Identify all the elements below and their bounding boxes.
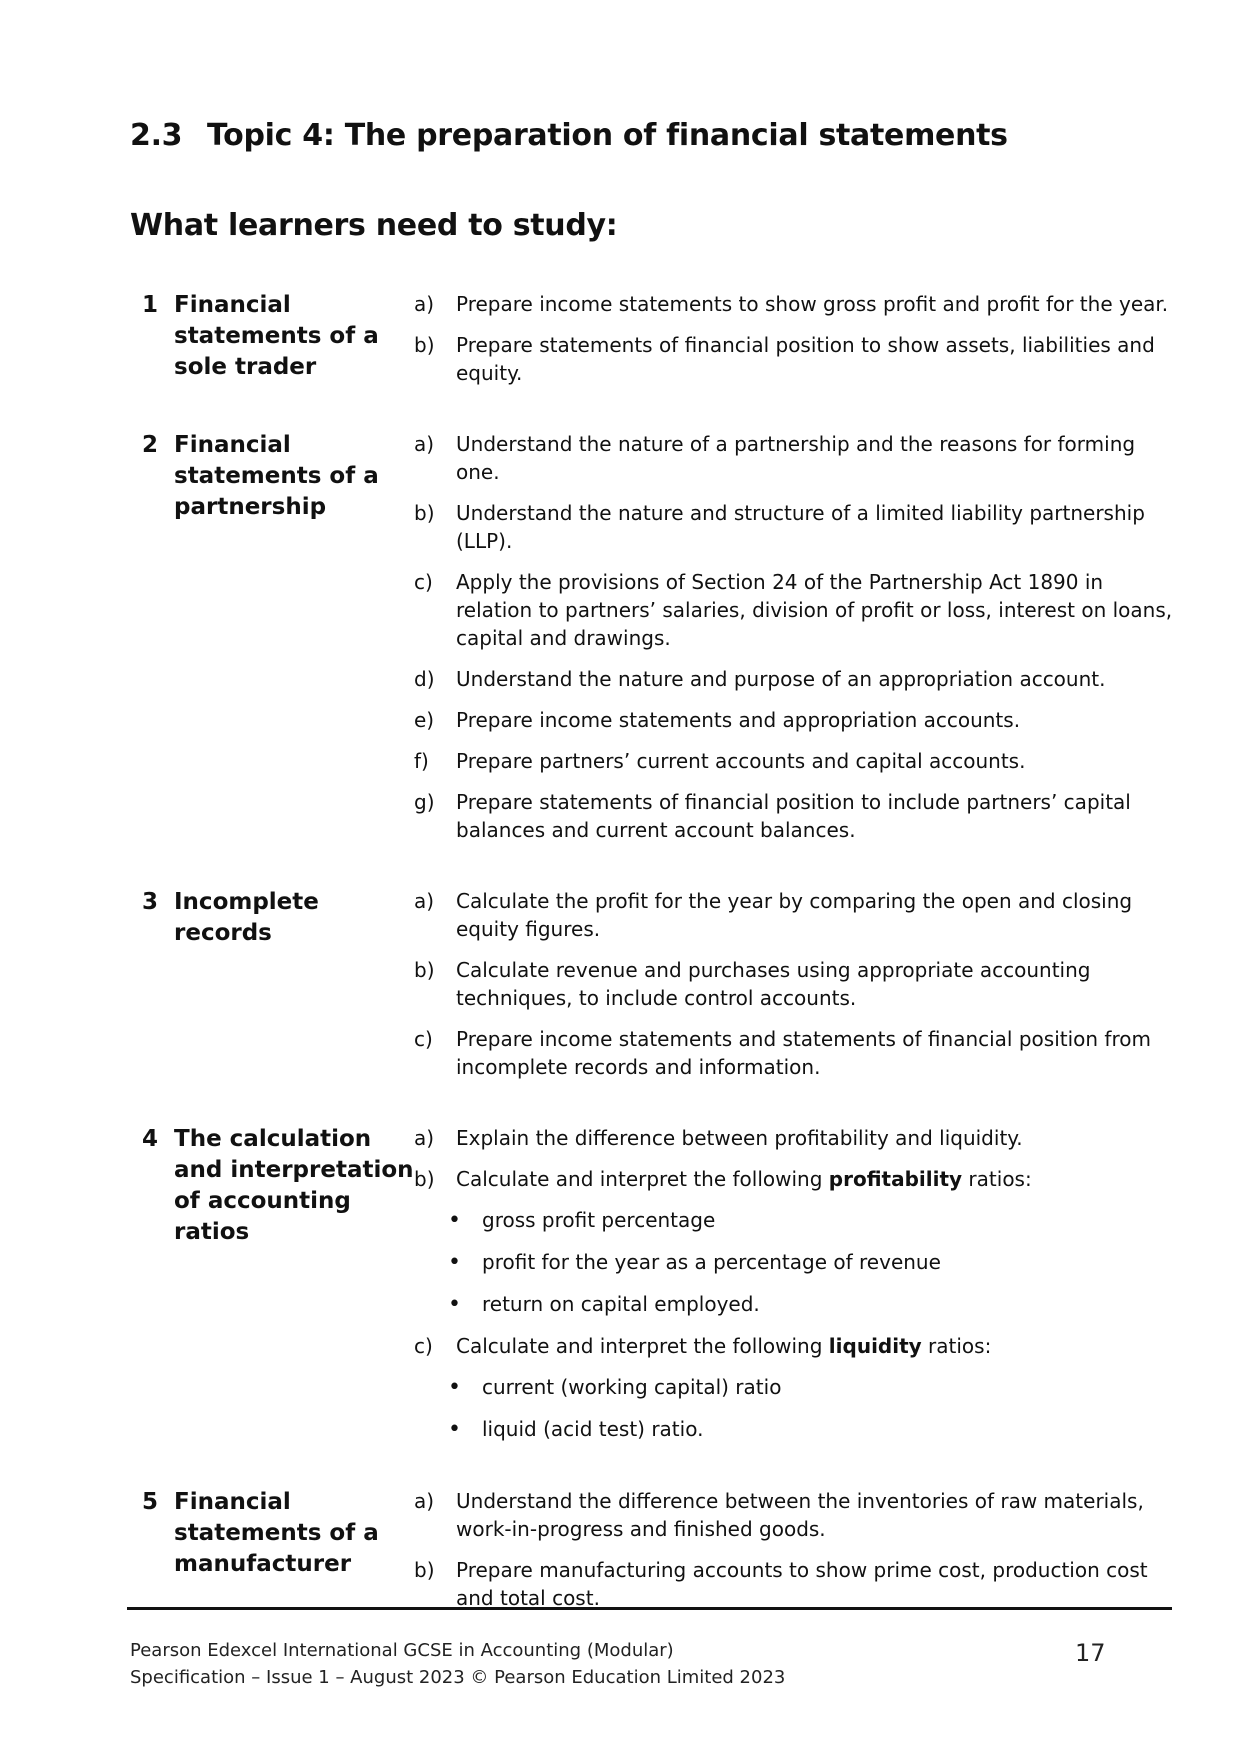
ratio-bullet-list: [448, 1373, 1180, 1444]
topic-title-line: statements of a: [174, 463, 379, 489]
objective-text: [456, 290, 1180, 318]
objective-letter: c): [414, 1027, 433, 1051]
objective-letter: b): [414, 333, 435, 357]
topic-row: [130, 887, 1180, 1081]
objective-text: [456, 1556, 1180, 1612]
topic-row: [130, 290, 1180, 387]
objective-list: [414, 430, 1180, 844]
objective-text: [456, 430, 1180, 486]
objective-item: [414, 331, 1180, 387]
objective-text-post: ratios:: [921, 1334, 992, 1358]
objective-text-content: Understand the nature and purpose of an appropriation account.: [456, 667, 1106, 691]
objective-text: [456, 1487, 1180, 1543]
topic-title-line: partnership: [174, 494, 327, 520]
objective-text-content: Calculate the profit for the year by comparing the open and closing equity figures.: [456, 889, 1133, 941]
objective-item: [414, 568, 1180, 652]
objective-letter: b): [414, 1167, 435, 1191]
objective-letter: a): [414, 1489, 435, 1513]
objective-text: [456, 1124, 1180, 1152]
objective-letter: a): [414, 432, 435, 456]
objective-text-emphasis: liquidity: [828, 1334, 922, 1358]
topic-title-line: Financial: [174, 1489, 291, 1515]
objective-list: [414, 1124, 1180, 1444]
objective-list: [414, 290, 1180, 387]
section-title: Topic 4: The preparation of financial statements: [207, 118, 1008, 153]
objective-item: [414, 887, 1180, 943]
footer-line-2: Specification – Issue 1 – August 2023 © Pearson Education Limited 2023: [130, 1667, 786, 1688]
objective-text-post: ratios:: [962, 1167, 1032, 1191]
objective-item: [414, 1124, 1180, 1152]
bullet-icon: [448, 1290, 482, 1319]
objective-item: [414, 956, 1180, 1012]
objective-letter: d): [414, 667, 435, 691]
objective-text-emphasis: profitability: [828, 1167, 963, 1191]
objective-letter: b): [414, 1558, 435, 1582]
objective-list: [414, 1487, 1180, 1612]
objective-item: [414, 747, 1180, 775]
ratio-bullet-item: [448, 1206, 1180, 1235]
topic-list: [130, 290, 1180, 1655]
topic-number: 5: [142, 1489, 159, 1515]
objective-letter: b): [414, 958, 435, 982]
objective-text: [456, 747, 1180, 775]
bullet-icon: [448, 1415, 482, 1444]
footer-line-1: Pearson Edexcel International GCSE in Accounting (Modular): [130, 1640, 674, 1661]
bullet-icon: [448, 1206, 482, 1235]
objective-text-content: Understand the nature of a partnership and the reasons for forming one.: [456, 432, 1136, 484]
page-number: 17: [1075, 1639, 1106, 1667]
bullet-text: current (working capital) ratio: [482, 1375, 782, 1399]
objective-text-content: Prepare statements of financial position to show assets, liabilities and equity.: [456, 333, 1155, 385]
topic-number: 3: [142, 889, 159, 915]
bullet-text: liquid (acid test) ratio.: [482, 1417, 704, 1441]
topic-title: [174, 1124, 414, 1444]
topic-number: 1: [142, 292, 159, 318]
topic-title-line: and interpretation: [174, 1157, 414, 1183]
objective-letter: g): [414, 790, 435, 814]
objective-text: [456, 568, 1180, 652]
objective-text-content: Calculate revenue and purchases using appropriate accounting techniques, to include control accounts.: [456, 958, 1091, 1010]
objective-text: [456, 499, 1180, 555]
topic-title-line: sole trader: [174, 354, 317, 380]
topic-number: 4: [142, 1126, 159, 1152]
bullet-icon: [448, 1373, 482, 1402]
topic-title: [174, 430, 414, 844]
footer-text: [130, 1637, 785, 1691]
topic-title-line: Incomplete: [174, 889, 319, 915]
ratio-bullet-item: [448, 1415, 1180, 1444]
footer-divider: [127, 1607, 1172, 1610]
objective-letter: e): [414, 708, 435, 732]
study-subheading: What learners need to study:: [130, 208, 618, 243]
objective-item: [414, 706, 1180, 734]
section-heading: [130, 118, 1008, 153]
bullet-text: return on capital employed.: [482, 1292, 760, 1316]
topic-title-line: ratios: [174, 1219, 250, 1245]
objective-item: [414, 430, 1180, 486]
objective-text: [456, 1332, 1180, 1444]
bullet-icon: [448, 1248, 482, 1277]
topic-row: [130, 430, 1180, 844]
objective-text: [456, 1165, 1180, 1319]
objective-item: [414, 1487, 1180, 1543]
topic-number: 2: [142, 432, 159, 458]
topic-title: [174, 290, 414, 387]
objective-text-content: Prepare income statements and appropriation accounts.: [456, 708, 1021, 732]
objective-item: [414, 1165, 1180, 1319]
ratio-bullet-item: [448, 1248, 1180, 1277]
topic-title-line: records: [174, 920, 272, 946]
topic-title-line: statements of a: [174, 1520, 379, 1546]
objective-text-content: Prepare income statements to show gross profit and profit for the year.: [456, 292, 1169, 316]
objective-text-content: Understand the nature and structure of a limited liability partnership (LLP).: [456, 501, 1145, 553]
topic-title-line: The calculation: [174, 1126, 372, 1152]
objective-item: [414, 290, 1180, 318]
objective-text: [456, 956, 1180, 1012]
ratio-bullet-item: [448, 1290, 1180, 1319]
objective-letter: a): [414, 1126, 435, 1150]
bullet-text: profit for the year as a percentage of revenue: [482, 1250, 941, 1274]
objective-text-content: Prepare income statements and statements of financial position from incomplete records and information.: [456, 1027, 1151, 1079]
objective-text-pre: Calculate and interpret the following: [456, 1167, 829, 1191]
objective-text: [456, 706, 1180, 734]
objective-text-content: Prepare partners’ current accounts and capital accounts.: [456, 749, 1026, 773]
objective-text: [456, 1025, 1180, 1081]
objective-letter: c): [414, 570, 433, 594]
objective-letter: f): [414, 749, 429, 773]
objective-item: [414, 1025, 1180, 1081]
topic-title-line: Financial: [174, 432, 291, 458]
objective-text: [456, 887, 1180, 943]
objective-item: [414, 499, 1180, 555]
objective-text-content: Understand the difference between the inventories of raw materials, work-in-progress and finished goods.: [456, 1489, 1144, 1541]
objective-text-content: Explain the difference between profitability and liquidity.: [456, 1126, 1023, 1150]
ratio-bullet-list: [448, 1206, 1180, 1319]
objective-text-content: Apply the provisions of Section 24 of the Partnership Act 1890 in relation to partners’ salaries, division of profit or loss, interest on loans, capital and drawings.: [456, 570, 1173, 650]
topic-title-line: Financial: [174, 292, 291, 318]
ratio-bullet-item: [448, 1373, 1180, 1402]
objective-list: [414, 887, 1180, 1081]
objective-letter: a): [414, 292, 435, 316]
objective-text: [456, 788, 1180, 844]
topic-title-line: manufacturer: [174, 1551, 352, 1577]
objective-item: [414, 1556, 1180, 1612]
topic-title: [174, 887, 414, 1081]
topic-row: [130, 1487, 1180, 1612]
objective-text: [456, 665, 1180, 693]
topic-title: [174, 1487, 414, 1612]
objective-item: [414, 788, 1180, 844]
objective-letter: c): [414, 1334, 433, 1358]
section-number: 2.3: [130, 118, 183, 153]
objective-text-content: Prepare manufacturing accounts to show prime cost, production cost and total cost.: [456, 1558, 1148, 1610]
objective-letter: a): [414, 889, 435, 913]
topic-row: [130, 1124, 1180, 1444]
bullet-text: gross profit percentage: [482, 1208, 716, 1232]
topic-title-line: statements of a: [174, 323, 379, 349]
objective-text-content: Prepare statements of financial position to include partners’ capital balances and current account balances.: [456, 790, 1131, 842]
objective-text: [456, 331, 1180, 387]
objective-item: [414, 665, 1180, 693]
objective-item: [414, 1332, 1180, 1444]
topic-title-line: of accounting: [174, 1188, 351, 1214]
objective-letter: b): [414, 501, 435, 525]
objective-text-pre: Calculate and interpret the following: [456, 1334, 829, 1358]
